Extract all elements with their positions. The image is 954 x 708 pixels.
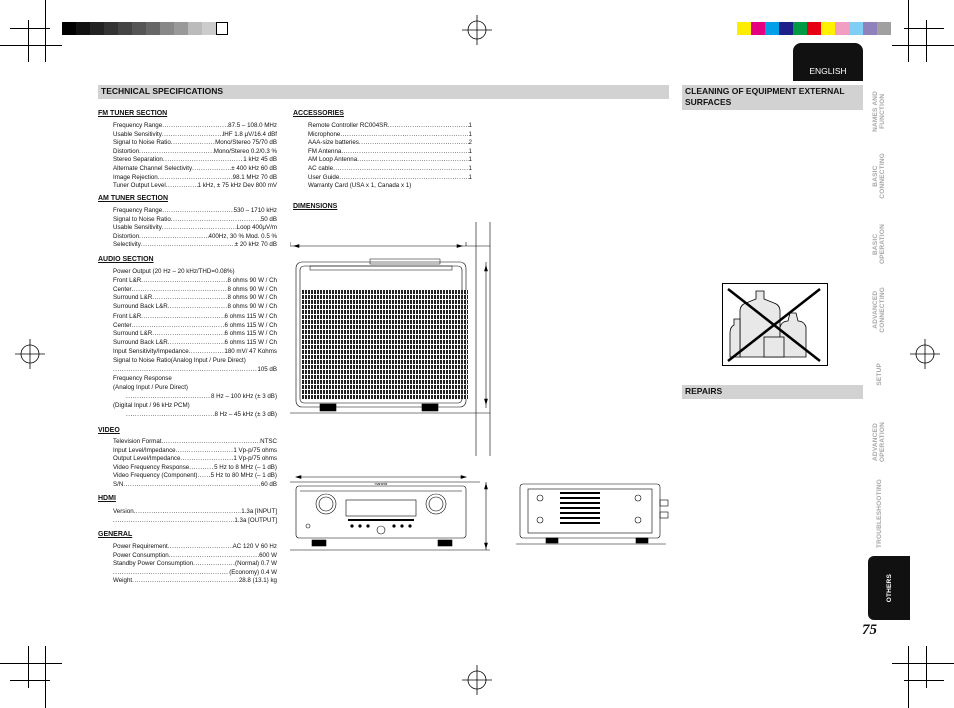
spec-row	[113, 277, 277, 286]
spec-value: 2	[468, 139, 472, 147]
spec-value: 1	[468, 165, 472, 172]
vent-slot	[302, 375, 468, 379]
spec-row	[113, 303, 277, 312]
tech-specs-bar	[98, 85, 669, 99]
side-tab-label: ADVANCED CONNECTING	[872, 287, 886, 333]
language-label: ENGLISH	[809, 66, 847, 76]
spec-label: Output Level/Impedance	[113, 455, 181, 463]
spec-row	[113, 455, 277, 464]
digital-freq-row	[126, 411, 277, 420]
spec-label: Version	[113, 508, 134, 515]
vent-slot	[302, 315, 468, 319]
side-tab-advanced-operation[interactable]	[866, 410, 892, 474]
spec-value: 6 ohms 115 W / Ch	[224, 313, 277, 320]
spec-row	[308, 156, 472, 165]
spec-label: AC cable	[308, 165, 334, 172]
vent-slot	[302, 360, 468, 364]
spec-value: 1	[468, 122, 472, 129]
spec-row	[113, 131, 277, 140]
spec-row	[113, 472, 277, 481]
spec-label: Microphone	[308, 130, 341, 138]
spec-row	[113, 569, 277, 578]
spec-value: 8 ohms 90 W / Ch	[227, 285, 277, 293]
side-tab-label: BASIC CONNECTING	[872, 153, 886, 199]
spec-value: 8 ohms 90 W / Ch	[227, 302, 277, 310]
spec-row	[113, 139, 277, 148]
side-tab-troubleshooting[interactable]	[866, 479, 892, 549]
spec-label: Input Sensitivity/Impedance	[113, 348, 189, 355]
spec-label: Image Rejection	[113, 173, 158, 181]
spec-value: 50 dB	[260, 215, 277, 223]
spec-value: 1 Vp-p/75 ohms	[233, 455, 277, 463]
spec-row	[113, 330, 277, 339]
analog-freq-row	[126, 393, 277, 402]
spec-row	[308, 148, 472, 157]
spec-value: AC 120 V 60 Hz	[232, 543, 277, 550]
spec-value: Mono/Stereo 0.2/0.3 %	[213, 147, 277, 155]
side-tab-advanced-connecting[interactable]	[866, 281, 892, 339]
color-bar	[737, 22, 891, 35]
side-tab-label: ADVANCED OPERATION	[872, 422, 886, 462]
spec-row	[308, 165, 472, 174]
spec-label: Stereo Separation	[113, 156, 163, 164]
spec-label: Input Level/Impedance	[113, 446, 176, 454]
spec-label: User Guide	[308, 173, 340, 181]
video-heading: VIDEO	[98, 427, 120, 434]
vent-slot	[302, 395, 468, 399]
spec-value: 8 ohms 90 W / Ch	[227, 277, 277, 284]
spec-label: Center	[113, 321, 132, 329]
vent-slot	[302, 330, 468, 334]
spec-value: 6 ohms 115 W / Ch	[224, 330, 277, 338]
vent-slot	[302, 320, 468, 324]
spec-label: Surround Back L&R	[113, 338, 168, 346]
spec-label: FM Antenna	[308, 147, 342, 155]
spec-label: Surround L&R	[113, 294, 153, 302]
spec-value: 1	[468, 147, 472, 155]
spec-label: Standby Power Consumption	[113, 560, 194, 568]
spec-row	[113, 577, 277, 586]
spec-label: Signal to Noise Ratio	[113, 139, 171, 147]
spec-value: 8 Hz – 45 kHz (± 3 dB)	[214, 411, 277, 418]
dimensions-side-view	[516, 480, 676, 555]
spec-label: Surround L&R	[113, 330, 153, 338]
spec-value: 8 ohms 90 W / Ch	[227, 294, 277, 302]
spec-row	[308, 131, 472, 140]
spec-row	[113, 165, 277, 174]
vent-slot	[302, 290, 468, 294]
spec-row	[308, 122, 472, 131]
spec-row	[113, 294, 277, 303]
spec-row	[113, 447, 277, 456]
spec-value: 400Hz, 30 % Mod. 0.5 %	[208, 232, 277, 240]
vent-slot	[302, 350, 468, 354]
spec-label: Remote Controller RC004SR	[308, 122, 388, 129]
spec-label: Usable Sensitivity	[113, 224, 162, 232]
spec-row	[113, 122, 277, 131]
side-tab-setup[interactable]	[866, 344, 892, 404]
vent-slot	[302, 385, 468, 389]
spec-row	[113, 560, 277, 569]
spec-label: Front L&R	[113, 277, 142, 284]
spec-value: 1.3a [OUTPUT]	[234, 517, 277, 524]
spec-value: 87.5 – 108.0 MHz	[228, 122, 277, 129]
snr-row	[113, 366, 277, 375]
spec-label: Frequency Range	[113, 122, 163, 129]
spec-label: Distortion	[113, 147, 140, 155]
spec-row	[113, 241, 277, 250]
analog-input-label: (Analog Input / Pure Direct)	[113, 384, 188, 391]
accessories-heading: ACCESSORIES	[293, 110, 344, 117]
spec-row	[113, 322, 277, 331]
vent-slot	[302, 380, 468, 384]
spec-value: 98.1 MHz 70 dB	[232, 173, 277, 181]
side-tab-label: OTHERS	[885, 573, 893, 603]
spec-value: 6 ohms 115 W / Ch	[224, 321, 277, 329]
vent-slot	[302, 340, 468, 344]
side-tab-label: TROUBLESHOOTING	[875, 479, 883, 549]
spec-label: Video Frequency Response	[113, 463, 190, 471]
spec-value: 1.3a [INPUT]	[241, 508, 277, 515]
fm-heading: FM TUNER SECTION	[98, 110, 168, 117]
hdmi-heading: HDMI	[98, 495, 116, 502]
spec-value: 28.8 (13.1) kg	[238, 577, 277, 585]
spec-value: (Economy) 0.4 W	[229, 568, 277, 576]
spec-value: ± 400 kHz 60 dB	[231, 165, 277, 172]
side-tab-label: BASIC OPERATION	[872, 224, 886, 264]
spec-value: 8 Hz – 100 kHz (± 3 dB)	[211, 393, 277, 400]
warranty-card: Warranty Card (USA x 1, Canada x 1)	[308, 182, 412, 189]
spec-row	[113, 438, 277, 447]
side-tab-basic-connecting[interactable]	[866, 146, 892, 206]
spec-row	[113, 148, 277, 157]
spec-label: Surround Back L&R	[113, 302, 168, 310]
spec-label: Video Frequency (Component)	[113, 472, 198, 480]
spec-label: S/N	[113, 481, 124, 488]
spec-value: 1	[468, 130, 472, 138]
spec-row	[113, 156, 277, 165]
spec-label: Frequency Range	[113, 207, 163, 214]
spec-row	[113, 286, 277, 295]
spec-value: 180 mV/ 47 Kohms	[224, 348, 277, 355]
vent-slot	[302, 300, 468, 304]
spec-label: Usable Sensitivity	[113, 130, 162, 138]
spec-value: (Normal) 0.7 W	[235, 560, 277, 568]
spec-row	[113, 481, 277, 490]
spec-value: 5 Hz to 8 MHz (– 1 dB)	[214, 463, 277, 471]
spec-value: NTSC	[260, 438, 277, 445]
cleaning-bar	[682, 85, 863, 110]
spec-row	[113, 543, 277, 552]
spec-value: 1 kHz, ± 75 kHz Dev 800 mV	[197, 182, 277, 190]
side-tab-others[interactable]	[868, 556, 910, 620]
spec-row	[308, 139, 472, 148]
vent-slot	[302, 295, 468, 299]
spec-label: Distortion	[113, 232, 140, 240]
spec-label: Television Format	[113, 438, 162, 445]
input-sensitivity-row	[113, 348, 277, 357]
am-heading: AM TUNER SECTION	[98, 195, 168, 202]
spec-row	[113, 207, 277, 216]
language-tab	[793, 43, 863, 81]
spec-row	[113, 233, 277, 242]
vent-slot	[302, 345, 468, 349]
spec-label: AAA-size batteries	[308, 139, 359, 147]
spec-value: 1	[468, 156, 472, 164]
hdmi-version-row	[113, 508, 277, 517]
vent-slot	[302, 310, 468, 314]
spec-label: Front L&R	[113, 313, 142, 320]
spec-value: 105 dB	[257, 366, 277, 373]
spec-value: IHF 1.8 μV/16.4 dBf	[222, 130, 277, 138]
spec-value: 600 W	[259, 551, 277, 559]
hdmi-version-row-2	[113, 517, 277, 526]
spec-label: Power Consumption	[113, 551, 169, 559]
spec-row	[308, 174, 472, 183]
spec-value: 5 Hz to 80 MHz (– 1 dB)	[210, 472, 277, 480]
spec-value: 60 dB	[260, 481, 277, 488]
no-solvents-illustration	[722, 283, 828, 366]
spec-row	[113, 174, 277, 183]
spec-value: 1	[468, 173, 472, 181]
side-tab-label: SETUP	[875, 362, 883, 386]
spec-label: AM Loop Antenna	[308, 156, 358, 164]
dimensions-front-view	[290, 470, 490, 590]
repairs-title: REPAIRS	[685, 386, 723, 396]
spec-value: ± 20 kHz 70 dB	[234, 241, 277, 249]
spec-value: Loop 400μV/m	[236, 224, 277, 232]
spec-label: Weight	[113, 577, 133, 585]
vent-slot	[302, 305, 468, 309]
vent-slot	[302, 390, 468, 394]
spec-value: 1 Vp-p/75 ohms	[233, 446, 277, 454]
audio-heading: AUDIO SECTION	[98, 256, 154, 263]
digital-input-label: (Digital Input / 96 kHz PCM)	[113, 402, 190, 409]
spec-label: Power Requirement	[113, 543, 168, 550]
spec-row	[113, 339, 277, 348]
spec-row	[113, 224, 277, 233]
spec-row	[113, 552, 277, 561]
spec-row	[113, 216, 277, 225]
snr-label: Signal to Noise Ratio(Analog Input / Pure Direct)	[113, 357, 246, 364]
spec-value: Mono/Stereo 75/70 dB	[215, 139, 277, 147]
spec-row	[113, 313, 277, 322]
page-number: 75	[862, 622, 877, 638]
dimensions-heading: DIMENSIONS	[293, 203, 338, 210]
side-tab-names-and-function[interactable]	[866, 82, 892, 140]
brand-mark: marantz	[374, 482, 388, 486]
vent-slot	[302, 370, 468, 374]
side-tab-label: NAMES AND FUNCTION	[872, 90, 886, 132]
general-heading: GENERAL	[98, 531, 133, 538]
spec-value: 1 kHz 45 dB	[243, 156, 277, 164]
vent-slot	[302, 325, 468, 329]
tech-specs-title: TECHNICAL SPECIFICATIONS	[101, 86, 223, 96]
spec-label: Tuner Output Level	[113, 182, 166, 190]
grayscale-bar	[62, 22, 228, 35]
power-output-label: Power Output (20 Hz – 20 kHz/THD=0.08%)	[113, 268, 235, 275]
spec-row	[113, 182, 277, 191]
freq-response-label: Frequency Response	[113, 375, 172, 382]
spec-label: Center	[113, 285, 132, 293]
spec-value: 6 ohms 115 W / Ch	[224, 338, 277, 346]
spec-label: Signal to Noise Ratio	[113, 215, 171, 223]
side-tab-basic-operation[interactable]	[866, 214, 892, 274]
cleaning-title: CLEANING OF EQUIPMENT EXTERNAL SURFACES	[685, 86, 845, 107]
repairs-bar	[682, 385, 863, 399]
vent-slot	[302, 355, 468, 359]
spec-row	[113, 464, 277, 473]
spec-label: Alternate Channel Selectivity	[113, 165, 193, 172]
spec-label: Selectivity	[113, 241, 141, 249]
vent-slot	[302, 365, 468, 369]
spec-value: 530 – 1710 kHz	[233, 207, 277, 214]
vent-slot	[302, 335, 468, 339]
